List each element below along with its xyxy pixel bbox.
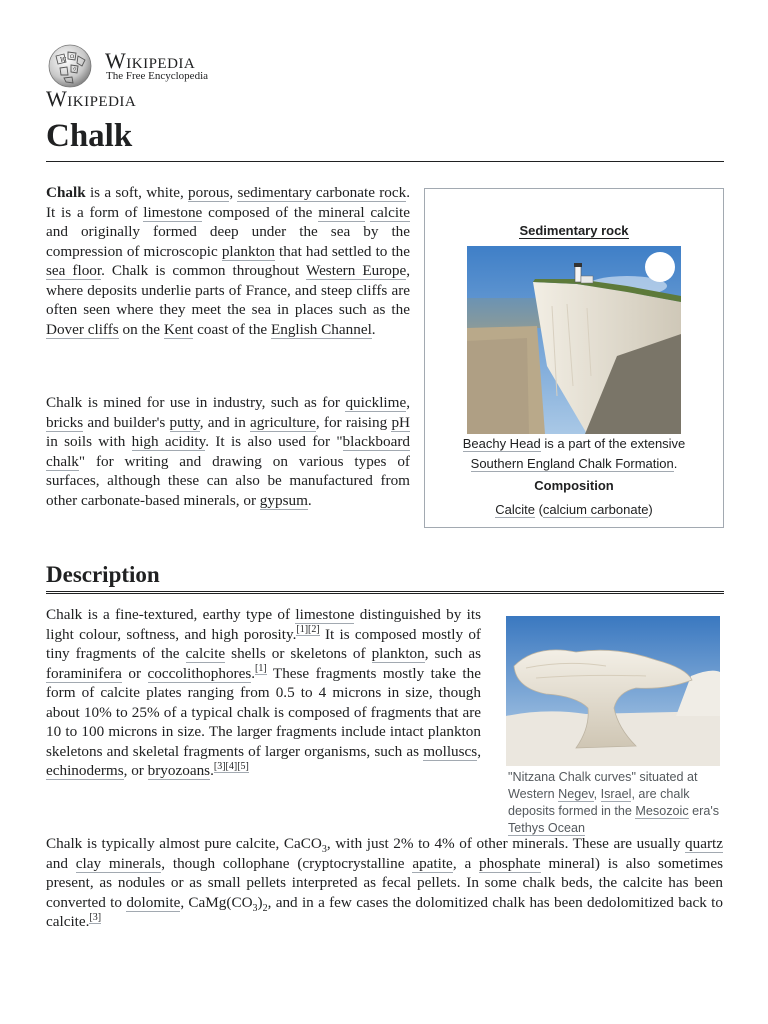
citation-1[interactable]: [1] — [296, 624, 309, 636]
text: . It is a form of — [46, 184, 411, 221]
infobox — [424, 188, 724, 528]
link-calcium-carbonate[interactable]: calcium carbonate — [542, 502, 649, 517]
text: and — [46, 854, 76, 872]
link-coccolithophores[interactable]: coccolithophores — [147, 664, 252, 682]
lead-paragraph-2 — [46, 393, 410, 510]
text: mineral) is also sometimes present, as nodules or as small pellets interpreted as fecal pellets. In some chalk beds, the calcite has been converted to — [46, 854, 724, 911]
citation-1b[interactable]: [1] — [255, 663, 267, 675]
link-echinoderms[interactable]: echinoderms — [46, 762, 124, 779]
infobox-composition-value — [425, 502, 723, 517]
text: , where deposits underlie parts of France, and steep cliffs are often seen where they meet the sea in places such as the — [46, 262, 411, 318]
lead-paragraph-1 — [46, 183, 410, 339]
text: . It is also used for " — [205, 433, 343, 450]
infobox-image-beachy-head[interactable] — [467, 246, 681, 434]
text: , and in — [199, 413, 251, 431]
link-agriculture[interactable]: agriculture — [250, 413, 316, 431]
link-quicklime[interactable]: quicklime — [345, 394, 407, 411]
nitzana-chalk-photo — [506, 616, 720, 766]
svg-text:Ω: Ω — [70, 54, 75, 60]
link-western-europe[interactable]: Western Europe — [305, 262, 407, 279]
text: ( — [534, 502, 543, 517]
text: shells or skeletons of — [225, 645, 372, 662]
wikipedia-tagline: The Free Encyclopedia — [106, 70, 209, 82]
text: , — [477, 742, 481, 760]
sun-icon — [645, 252, 675, 282]
link-mineral[interactable]: mineral — [318, 203, 365, 221]
text: ) — [257, 893, 263, 911]
link-apatite[interactable]: apatite — [412, 854, 453, 872]
figure-nitzana-chalk-curves[interactable] — [506, 616, 720, 766]
text: distinguished by its light colour, softness, and high porosity. — [46, 606, 482, 643]
link-mesozoic[interactable]: Mesozoic — [635, 804, 689, 818]
text: is a soft, white, — [85, 184, 189, 201]
link-sea-floor[interactable]: sea floor — [46, 262, 102, 279]
subscript: 3 — [252, 902, 258, 914]
text: , — [406, 394, 410, 411]
link-blackboard-chalk[interactable]: blackboard chalk — [46, 433, 411, 470]
link-plankton[interactable]: plankton — [221, 242, 275, 260]
text: . — [251, 664, 256, 682]
text: and builder's — [83, 413, 170, 431]
text: . — [371, 320, 376, 338]
term-bold: Chalk — [46, 184, 86, 201]
text: Chalk is mined for use in industry, such as for — [46, 394, 346, 411]
text: " for writing and drawing on various types of surfaces, although these can also be manufactured from other carbonate-based minerals, or — [46, 452, 410, 509]
link-molluscs[interactable]: molluscs — [423, 742, 478, 760]
beachy-head-photo — [467, 246, 681, 434]
text: in soils with — [46, 433, 132, 450]
link-quartz[interactable]: quartz — [685, 835, 723, 852]
text: , for raising — [315, 413, 392, 431]
wikipedia-logo[interactable] — [46, 42, 246, 111]
svg-text:ウ: ウ — [72, 67, 78, 73]
link-foraminifera[interactable]: foraminifera — [46, 664, 122, 682]
link-clay-minerals[interactable]: clay minerals — [75, 854, 162, 872]
link-southern-england-chalk-formation[interactable]: Southern England Chalk Formation — [470, 456, 674, 471]
link-sedimentary-carbonate-rock[interactable]: sedimentary carbonate rock — [237, 184, 407, 201]
page-title: Chalk — [46, 118, 724, 162]
infobox-subtitle[interactable] — [425, 223, 723, 238]
wikipedia-wordmark: Wikipedia — [105, 48, 196, 73]
link-dover-cliffs[interactable]: Dover cliffs — [46, 320, 119, 338]
text: on the — [118, 320, 164, 338]
subscript: 3 — [321, 844, 327, 856]
link-porous[interactable]: porous — [188, 184, 230, 201]
link-bryozoans[interactable]: bryozoans — [147, 762, 211, 779]
wikipedia-wordmark-second: Wikipedia — [46, 86, 137, 111]
text: "Nitzana Chalk curves" situated at Western — [508, 770, 698, 801]
link-bricks[interactable]: bricks — [46, 413, 84, 431]
link-calcite-2[interactable]: calcite — [185, 645, 226, 662]
link-english-channel[interactable]: English Channel — [270, 320, 372, 338]
link-kent[interactable]: Kent — [163, 320, 194, 338]
text: . — [210, 762, 214, 779]
infobox-caption — [425, 434, 723, 474]
text: , — [593, 787, 601, 801]
text: . — [673, 456, 678, 471]
text: composed of the — [202, 203, 319, 221]
wikipedia-globe-icon — [46, 44, 94, 88]
text: , though collophane (cryptocrystalline — [161, 854, 413, 872]
text: or — [121, 664, 148, 682]
link-limestone[interactable]: limestone — [143, 203, 203, 221]
link-limestone-2[interactable]: limestone — [295, 606, 355, 623]
text: , a — [452, 854, 480, 872]
link-tethys-ocean[interactable]: Tethys Ocean — [508, 821, 586, 835]
text: , — [229, 184, 238, 201]
citation-3b[interactable]: [3] — [89, 911, 102, 923]
link-beachy-head[interactable]: Beachy Head — [462, 436, 541, 451]
section-heading-description: Description — [46, 562, 724, 594]
text: , or — [123, 762, 148, 779]
link-putty[interactable]: putty — [169, 413, 200, 431]
link-gypsum[interactable]: gypsum — [259, 491, 308, 509]
link-dolomite[interactable]: dolomite — [126, 893, 181, 911]
link-calcite[interactable]: calcite — [370, 203, 410, 221]
citation-5[interactable]: [5] — [237, 760, 249, 772]
text: , and in a few cases the dolomitized chalk has been dedolomitized back to calcite. — [46, 893, 723, 930]
description-paragraph-2 — [46, 834, 723, 932]
citation-3[interactable]: [3] — [213, 760, 226, 772]
subscript: 2 — [262, 902, 268, 914]
text: It is composed mostly of tiny fragments of the — [46, 625, 481, 662]
link-plankton-2[interactable]: plankton — [371, 645, 425, 662]
text: is a part of the extensive — [540, 436, 686, 451]
link-negev[interactable]: Negev — [558, 787, 594, 801]
text: Chalk is a fine-textured, earthy type of — [46, 606, 296, 623]
text: , are chalk deposits formed in the — [508, 787, 690, 818]
text: . Chalk is common throughout — [101, 262, 306, 279]
infobox-composition-label: Composition — [534, 478, 614, 493]
description-paragraph-1 — [46, 605, 481, 781]
text: ) — [648, 502, 653, 517]
text: and originally formed deep under the sea by the compression of microscopic — [46, 223, 410, 260]
text: coast of the — [193, 320, 271, 338]
citation-4[interactable]: [4] — [225, 760, 238, 772]
svg-text:W: W — [60, 57, 67, 64]
text: , with just 2% to 4% of other minerals. These are usually — [326, 835, 686, 852]
link-high-acidity[interactable]: high acidity — [131, 433, 206, 450]
link-phosphate[interactable]: phosphate — [479, 854, 541, 872]
citation-2[interactable]: [2] — [308, 624, 320, 636]
figure-caption — [508, 769, 723, 837]
text: . — [307, 491, 312, 509]
text: , such as — [424, 645, 482, 662]
link-ph[interactable]: pH — [391, 413, 410, 431]
text: These fragments mostly take the form of calcite plates ranging from 0.5 to 4 microns in size, though about 10% to 25% of a typical chalk is composed of fragments that are 10 to 100 microns in size. The larger fragments include intact plankton skeletons and skeletal fragments of larger organisms, such as — [46, 664, 481, 760]
text: that had settled to the — [274, 242, 410, 260]
text: Chalk is typically almost pure calcite, CaCO — [46, 835, 322, 852]
infobox-subtitle-link[interactable]: Sedimentary rock — [519, 223, 629, 238]
link-calcite-infobox[interactable]: Calcite — [495, 502, 535, 517]
link-israel[interactable]: Israel — [600, 787, 632, 801]
text: , CaMg(CO — [180, 893, 253, 911]
text: era's — [688, 804, 720, 818]
